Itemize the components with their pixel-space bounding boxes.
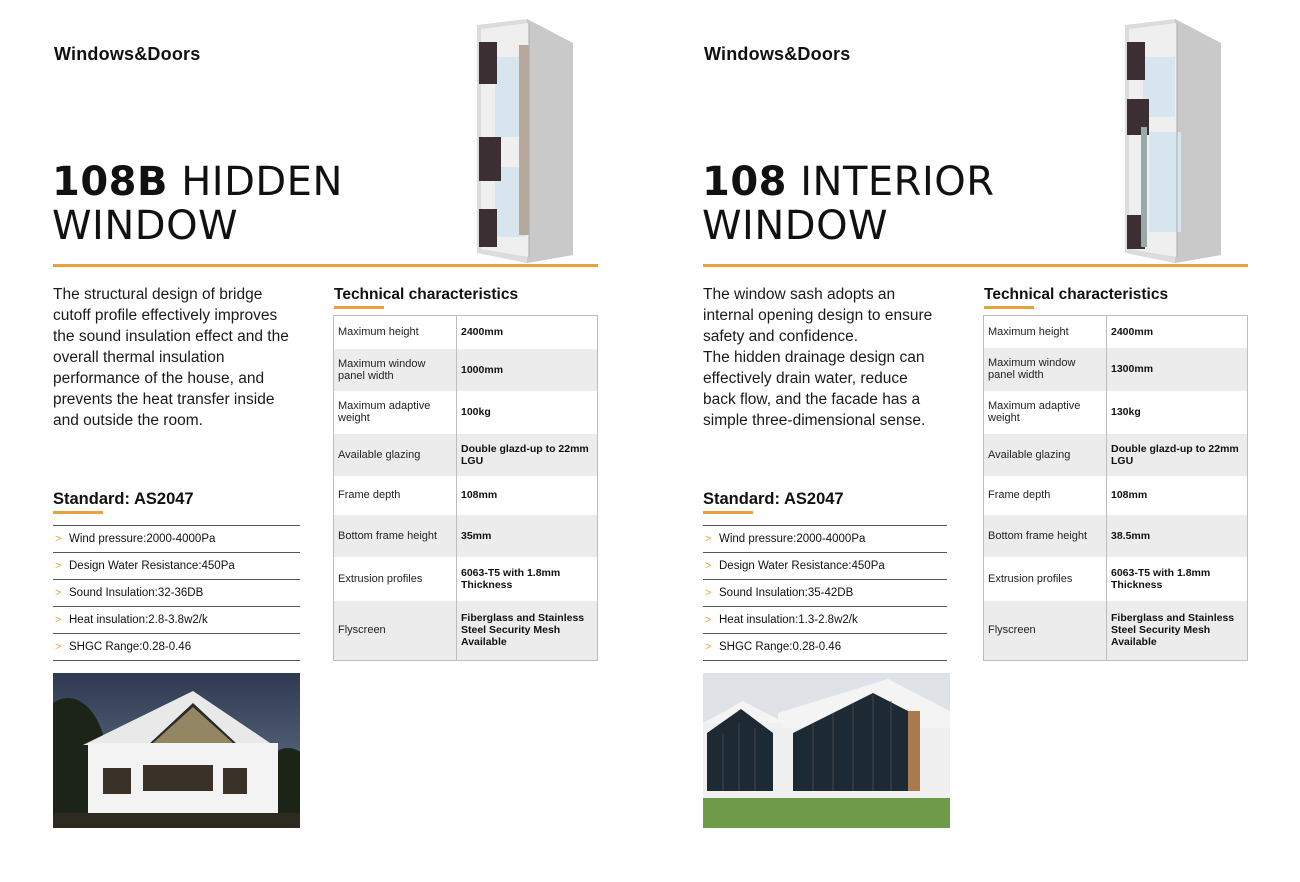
brand-heading: Windows&Doors	[704, 44, 851, 64]
tech-value: 1000mm	[457, 349, 598, 391]
standards-list	[53, 525, 300, 661]
chevron-right-icon: >	[55, 533, 62, 545]
product-title	[702, 160, 995, 248]
chevron-right-icon: >	[55, 641, 62, 653]
tech-label: Maximum adaptive weight	[334, 391, 457, 434]
chevron-right-icon: >	[705, 560, 712, 572]
list-item	[703, 634, 947, 661]
chevron-right-icon: >	[55, 560, 62, 572]
tech-value: 2400mm	[457, 316, 598, 349]
table-row	[984, 348, 1248, 391]
tech-value: 100kg	[457, 391, 598, 434]
house-photo	[53, 673, 300, 828]
table-row	[334, 349, 598, 391]
standards-list	[703, 525, 947, 661]
list-item	[53, 553, 300, 580]
list-item	[53, 634, 300, 661]
tech-label: Extrusion profiles	[334, 557, 457, 601]
standard-text: Sound Insulation:35-42DB	[719, 587, 854, 599]
table-row	[334, 476, 598, 515]
description-paragraph: The window sash adopts an internal opening design to ensure safety and confidence.	[703, 286, 933, 345]
chevron-right-icon: >	[55, 614, 62, 626]
standard-text: SHGC Range:0.28-0.46	[69, 641, 192, 653]
standard-text: Wind pressure:2000-4000Pa	[719, 533, 866, 545]
tech-table	[983, 315, 1248, 661]
standard-underline	[703, 511, 753, 514]
chevron-right-icon: >	[705, 533, 712, 545]
tech-value: Fiberglass and Stainless Steel Security Mesh Available	[457, 601, 598, 661]
title-word-1: INTERIOR	[800, 159, 995, 205]
standard-text: Heat insulation:1.3-2.8w2/k	[719, 614, 858, 626]
description-paragraph: The structural design of bridge cutoff profile effectively improves the sound insulation effect and the overall thermal insulation performance of the house, and prevents the heat transfer inside and outside the room.	[53, 286, 289, 429]
tech-value: 6063-T5 with 1.8mm Thickness	[1107, 557, 1248, 601]
table-row	[334, 391, 598, 434]
tech-value: Fiberglass and Stainless Steel Security Mesh Available	[1107, 601, 1248, 661]
table-row	[984, 557, 1248, 601]
standard-underline	[53, 511, 103, 514]
tech-value: 2400mm	[1107, 316, 1248, 348]
divider-rule	[703, 264, 1248, 267]
list-item	[703, 607, 947, 634]
tech-label: Bottom frame height	[334, 515, 457, 557]
tech-value: 130kg	[1107, 391, 1248, 434]
table-row	[334, 434, 598, 476]
tech-underline	[984, 306, 1034, 309]
tech-underline	[334, 306, 384, 309]
title-word-1: HIDDEN	[181, 159, 343, 205]
tech-label: Maximum window panel width	[334, 349, 457, 391]
description	[703, 284, 933, 431]
tech-value: 6063-T5 with 1.8mm Thickness	[457, 557, 598, 601]
description-paragraph: The hidden drainage design can effectively drain water, reduce back flow, and the facade has a simple three-dimensional sense.	[703, 349, 926, 429]
standard-title: Standard: AS2047	[53, 490, 194, 508]
tech-label: Flyscreen	[334, 601, 457, 661]
table-row	[984, 515, 1248, 557]
table-row	[984, 476, 1248, 515]
tech-label: Maximum height	[984, 316, 1107, 348]
table-row	[984, 601, 1248, 661]
list-item	[703, 526, 947, 553]
title-word-2: WINDOW	[52, 203, 239, 249]
page-108	[650, 0, 1300, 882]
chevron-right-icon: >	[705, 641, 712, 653]
table-row	[334, 557, 598, 601]
tech-value: 1300mm	[1107, 348, 1248, 391]
title-word-2: WINDOW	[702, 203, 889, 249]
table-row	[984, 316, 1248, 348]
standard-text: Design Water Resistance:450Pa	[719, 560, 885, 572]
chevron-right-icon: >	[705, 587, 712, 599]
table-row	[334, 316, 598, 349]
product-title	[52, 160, 343, 248]
standard-title: Standard: AS2047	[703, 490, 844, 508]
house-photo	[703, 673, 950, 828]
standard-text: SHGC Range:0.28-0.46	[719, 641, 842, 653]
brand-heading: Windows&Doors	[54, 44, 201, 64]
description	[53, 284, 293, 431]
tech-label: Frame depth	[334, 476, 457, 515]
tech-label: Maximum adaptive weight	[984, 391, 1107, 434]
tech-title: Technical characteristics	[984, 286, 1169, 303]
standard-text: Design Water Resistance:450Pa	[69, 560, 235, 572]
tech-value: 108mm	[457, 476, 598, 515]
tech-label: Maximum height	[334, 316, 457, 349]
tech-value: 35mm	[457, 515, 598, 557]
table-row	[334, 601, 598, 661]
window-profile-image	[1115, 17, 1225, 263]
table-row	[984, 391, 1248, 434]
list-item	[53, 607, 300, 634]
tech-label: Frame depth	[984, 476, 1107, 515]
tech-label: Bottom frame height	[984, 515, 1107, 557]
standard-text: Sound Insulation:32-36DB	[69, 587, 204, 599]
standard-text: Wind pressure:2000-4000Pa	[69, 533, 216, 545]
tech-value: 108mm	[1107, 476, 1248, 515]
tech-title: Technical characteristics	[334, 286, 519, 303]
product-code: 108B	[52, 159, 168, 205]
list-item	[703, 553, 947, 580]
tech-value: Double glazd-up to 22mm LGU	[457, 434, 598, 476]
tech-label: Maximum window panel width	[984, 348, 1107, 391]
tech-label: Available glazing	[984, 434, 1107, 476]
product-code: 108	[702, 159, 787, 205]
chevron-right-icon: >	[55, 587, 62, 599]
table-row	[334, 515, 598, 557]
list-item	[53, 526, 300, 553]
table-row	[984, 434, 1248, 476]
standard-text: Heat insulation:2.8-3.8w2/k	[69, 614, 208, 626]
chevron-right-icon: >	[705, 614, 712, 626]
tech-table	[333, 315, 598, 661]
list-item	[53, 580, 300, 607]
window-profile-image	[467, 17, 577, 263]
list-item	[703, 580, 947, 607]
tech-label: Extrusion profiles	[984, 557, 1107, 601]
tech-label: Flyscreen	[984, 601, 1107, 661]
tech-value: 38.5mm	[1107, 515, 1248, 557]
divider-rule	[53, 264, 598, 267]
tech-value: Double glazd-up to 22mm LGU	[1107, 434, 1248, 476]
tech-label: Available glazing	[334, 434, 457, 476]
